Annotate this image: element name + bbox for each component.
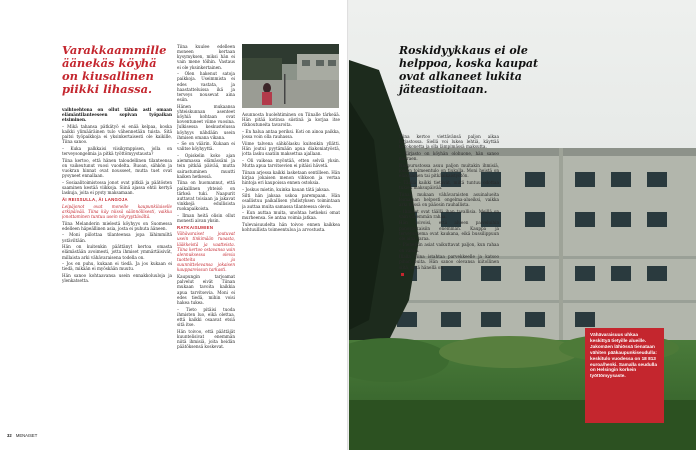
body-paragraph: Tiina kuulee edelleen moneen kertaan kysymyksen, miksi hän ei vain mene töihin. Vastaus ei ole yksinkertainen.	[177, 44, 235, 70]
red-caption: Leipäjonot ovat monelle kaupunkilaiselle arkipäivää. Tiina käy niissä säännöllisesti, vaikka jonottaminen tuntuu usein nöyryyttävältä.	[62, 203, 172, 219]
page-footer	[7, 433, 37, 438]
street-photo-image	[242, 44, 339, 108]
body-paragraph: Viime talvena sähkölasku kuitenkin yllätti. Hän joutui pyytämään apua diakoniatyöstä, jotta lasku saatiin maksettua ajallaan.	[242, 140, 340, 157]
body-paragraph: Illalla Tiina istahtaa parvekkeelle ja katsoo pihan puita. Hän sanoo olevansa kiitollinen siitä, mitä hänellä on.	[399, 254, 499, 270]
end-mark	[401, 273, 404, 276]
text-column-3	[242, 112, 340, 433]
body-paragraph: Hän sanoo kohtaavansa usein ennakkoluuloja ja ylenkatsetta.	[62, 273, 172, 284]
headline: Varakkaammille äänekäs köyhä on kiusallinen piikki lihassa.	[62, 43, 167, 96]
body-paragraph: Tiina on huomannut, että paikallinen yhteisö on tärkeä tuki. Naapurit auttavat toisiaan ja jakavat vinkkejä edullisista ruokapaikoista.	[177, 180, 235, 212]
body-paragraph: – Sosiaalitoimistossa jonot ovat pitkiä ja päätösten saaminen kestää viikkoja. Siinä ajassa ehtii kertyä laskuja, joita ei pysty maksamaan.	[62, 180, 172, 196]
body-paragraph: – Oli vaikeaa myöntää, etten selviä yksin. Mutta apua tarvitsevien ei pitäisi hävetä.	[242, 157, 340, 168]
body-paragraph: – Täällä kaikki tietävät, miltä tuntuu odottaa tukien maksupäivää.	[399, 179, 499, 190]
text-column-1	[62, 107, 172, 433]
body-paragraph: Hänen mukaansa yhteiskunnan asenteet köyhiä kohtaan ovat koventuneet viime vuosina. Julkisessa keskustelussa köyhyys nähdään usein ihmisen omana vikana.	[177, 103, 235, 140]
body-paragraph: Tiinan arjessa kaikki lasketaan sentilleen. Hän kirjaa jokaisen menon vihkoon ja vertaa hintoja eri kaupoissa ennen ostoksia.	[242, 169, 340, 185]
body-paragraph: – Kirjasto on köyhän olohuone, hän sanoo nauraen.	[399, 150, 499, 162]
body-paragraph: Tiina kertoo viettävänsä paljon aikaa kirjastossa. Siellä voi lukea lehtiä, käyttää tietokonetta ja olla lämpimässä maksutta.	[399, 134, 499, 150]
body-paragraph: – En halua antaa periksi. Koti on ainoa paikka, jossa voin olla rauhassa.	[242, 128, 340, 140]
body-paragraph: Asunnosta huolehtiminen on Tiinalle tärkeää. Hän pitää kotinsa siistinä ja korjaa itse rikkoutuneita tavaroita.	[242, 112, 340, 128]
body-paragraph: – Mikä tahansa pätkätyö ei enää kelpaa, koska kaikki ylimääräinen tulo vähennetään tuista. Sitä paitsi työpaikkoja ei yksinkertaisesti ole kaikille, Tiina sanoo.	[62, 123, 172, 145]
page-number: 32	[7, 433, 12, 438]
body-paragraph: Tulevaisuudelta hän toivoo ennen kaikkea kohtuullista toimeentuloa ja arvostusta.	[242, 221, 340, 233]
section-heading: RATKAISUMIEN	[177, 224, 214, 230]
body-paragraph: – Joskus mietin, kuinka kauan tätä jaksaa.	[242, 186, 331, 192]
body-paragraph: – Pienetkin asiat vaikuttavat paljon, kun rahaa on vähän.	[399, 242, 499, 253]
text-column-4	[399, 134, 499, 433]
body-paragraph: Hän toivoisi, että alueen palveluihin panostettaisiin enemmän. Kauppa ja terveysasema ovat kaukana, eikä bussilippuun ole aina varaa.	[399, 220, 499, 241]
body-paragraph: – Moni piilottaa tilanteensa jopa lähimmiltä ystäviltään.	[62, 232, 172, 243]
body-paragraph: – Kuka palkkaisi viisikymppisen, jolla on terveysongelmia ja pitkä työttömyystausta?	[62, 146, 172, 157]
body-paragraph: – Olen hakenut satoja paikkoja. Useimmista ei edes vastata, ja haastatteluissa ikä ja terveys nousevat aina esiin.	[177, 71, 235, 103]
stat-box: Vähävaraisuus uhkaa keskittyä tietyille alueille. Jakomäen lähiössä tienataan vähiten pääkaupunkiseudulla: keskitulo vuodessa on 18 813 euroa/henki. Samalla seudulla on Helsingin korkein työttömyysaste.	[585, 328, 664, 423]
street-photo	[242, 44, 339, 108]
body-paragraph: – Ilman heitä olisin ollut monesti aivan yksin.	[177, 212, 235, 223]
body-paragraph: – Tieto pitäisi tuoda ihmisten luo, eikä olettaa, että kaikki osaavat etsiä sitä itse.	[177, 306, 235, 327]
section-heading: ÄI REISSULLA, ÄI LANGOJA	[62, 197, 128, 202]
body-paragraph: – Ihmiset ovat täällä ihan tavallisia. Meillä on vain vähemmän rahaa.	[399, 208, 499, 219]
body-paragraph: Tiina Melanderin mielestä köyhyys on Suomessa edelleen häpeällinen asia, josta ei puhuta ääneen.	[62, 220, 172, 231]
red-caption: Vähävaraiset joutuvat usein tinkimään ruoasta, lääkkeistä ja vaatteista. Tiina kertoo ostavansa vain alennuksessa olevia tuotteita ja suunnittelevansa jokaisen kauppareissun tarkasti.	[177, 231, 235, 273]
magazine-name: MENAISET	[15, 433, 38, 438]
pull-quote: Roskidyykkaus ei ole helppoa, koska kaupat ovat alkaneet lukita jäteastioitaan.	[399, 44, 539, 96]
body-paragraph: Naapurustossa asuu paljon muitakin ihmisiä, joiden toimeentulo on tiukalla. Moni heistä on eläkeläinen tai pitkäaikaistyötön.	[399, 162, 499, 179]
body-paragraph: – Se on väärin. Kukaan ei valitse köyhyyttä.	[177, 141, 235, 152]
body-paragraph: – Opiskelin koko ajan aiemmassa elämässäni ja tein pitkää päivää, mutta sairastuminen muutti kaiken hetkessä.	[177, 153, 235, 179]
body-paragraph: Kaupungin tarjoamat palvelut eivät Tiinan mukaan tavoita kaikkia apua tarvitsevia. Moni ei edes tiedä, mihin voisi hakea tukea.	[177, 274, 235, 305]
body-paragraph: Tiinan mukaan vähävaraisten asuinalueita leimataan helposti ongelma-alueiksi, vaikka arki niissä on pääosin rauhallista.	[399, 191, 499, 207]
body-paragraph: Silti hän jaksaa uskoa parempaan. Hän osallistuu paikallisen yhdistyksen toimintaan ja auttaa muita samassa tilanteessa olevia.	[242, 193, 340, 209]
body-paragraph: Tiina kertoo, että hänen taloudellinen tilanteensa on vaikeutunut vuosi vuodelta. Ruoan, sähkön ja vuokran hinnat ovat nousseet, mutta tuet ovat pysyneet ennallaan.	[62, 157, 172, 179]
body-paragraph: Hän toivoo, että päättäjät kuuntelisivat enemmän niitä ihmisiä, joita heidän päätöksensä koskevat.	[177, 328, 235, 350]
text-column-2	[177, 44, 235, 433]
lede-paragraph: vaihtoehtona on ollut tähän asti omaan elämäntilanteeseen sopivan työpaikan etsiminen.	[62, 107, 172, 123]
body-paragraph: – Kun auttaa muita, unohtaa hetkeksi omat murheensa. Se antaa voimia jatkaa.	[242, 210, 340, 221]
body-paragraph: Hän on kuitenkin päättänyt kertoa omasta elämästään avoimesti, jotta ihmiset ymmärtäisivät, millaista arki vähävaraisena todella on.	[62, 244, 172, 260]
body-paragraph: – Jos en puhu, kukaan ei tiedä. Ja jos kukaan ei tiedä, mikään ei myöskään muutu.	[62, 261, 172, 272]
